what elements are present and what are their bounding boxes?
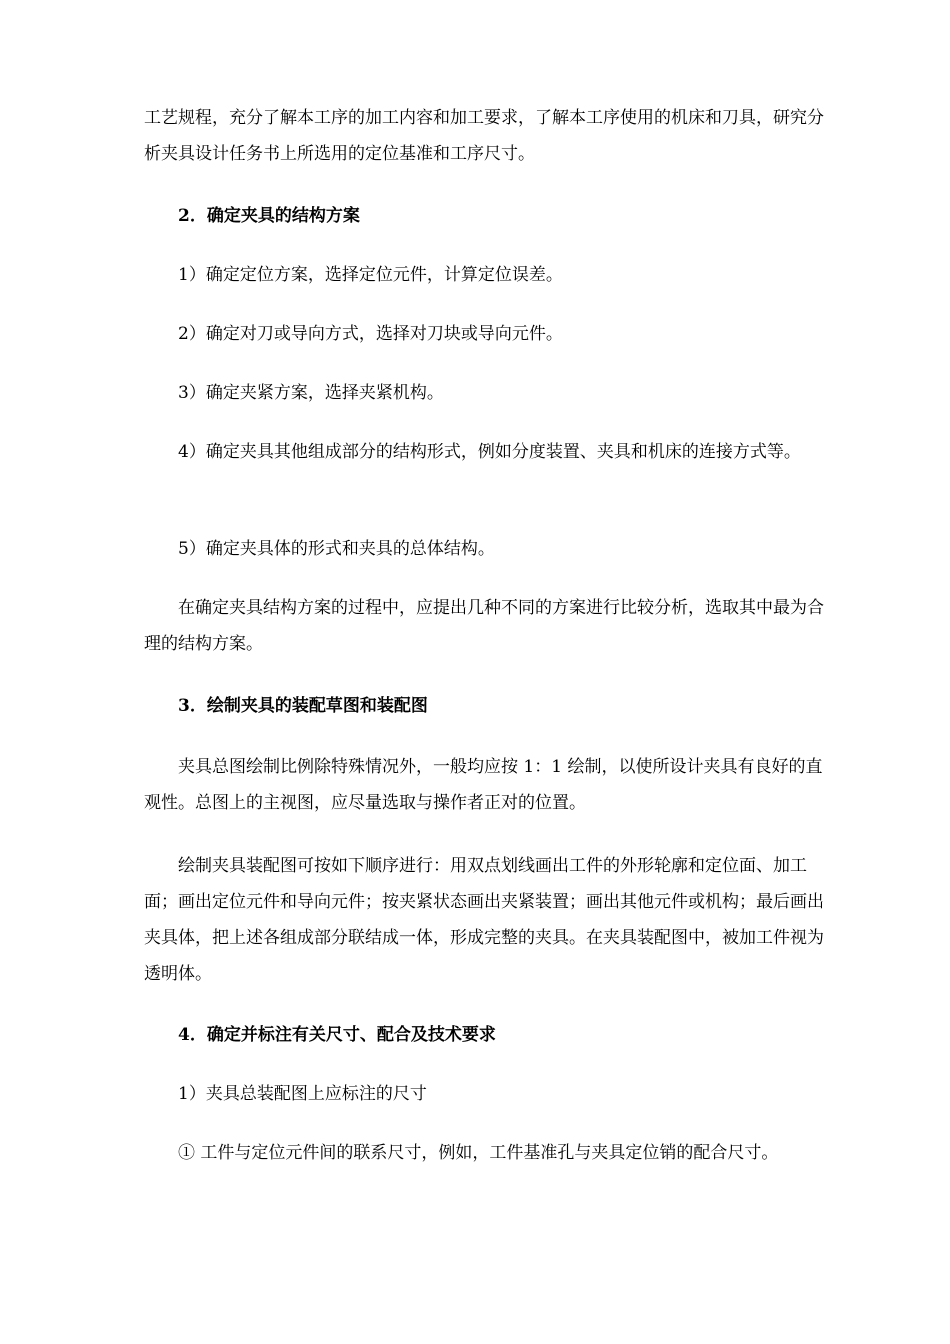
list-item-tool-guide: 2）确定对刀或导向方式，选择对刀块或导向元件。 bbox=[178, 324, 563, 344]
paragraph-drawing-order: 绘制夹具装配图可按如下顺序进行：用双点划线画出工件的外形轮廓和定位面、加工面；画出定位元件和导向元件；按夹紧状态画出夹紧装置；画出其他元件或机构；最后画出夹具体，把上述各组成部分联结成一体，形成完整的夹具。在夹具装配图中，被加工件视为透明体。 bbox=[144, 856, 824, 984]
list-item-fixture-body: 5）确定夹具体的形式和夹具的总体结构。 bbox=[178, 539, 495, 559]
heading-assembly-drawing: 3．绘制夹具的装配草图和装配图 bbox=[178, 696, 428, 716]
paragraph-scheme-comparison: 在确定夹具结构方案的过程中，应提出几种不同的方案进行比较分析，选取其中最为合理的结构方案。 bbox=[144, 598, 824, 654]
list-item-dimensions-title: 1）夹具总装配图上应标注的尺寸 bbox=[178, 1084, 427, 1104]
list-item-other-components: 4）确定夹具其他组成部分的结构形式，例如分度装置、夹具和机床的连接方式等。 bbox=[178, 442, 801, 462]
heading-dimensions: 4．确定并标注有关尺寸、配合及技术要求 bbox=[178, 1025, 496, 1045]
list-item-workpiece-dimension: ① 工件与定位元件间的联系尺寸，例如，工件基准孔与夹具定位销的配合尺寸。 bbox=[178, 1143, 779, 1163]
heading-structure-scheme: 2．确定夹具的结构方案 bbox=[178, 206, 360, 226]
paragraph-drawing-scale: 夹具总图绘制比例除特殊情况外，一般均应按 1：1 绘制，以使所设计夹具有良好的直观性。总图上的主视图，应尽量选取与操作者正对的位置。 bbox=[144, 757, 823, 813]
paragraph-process-intro: 工艺规程，充分了解本工序的加工内容和加工要求，了解本工序使用的机床和刀具，研究分析夹具设计任务书上所选用的定位基准和工序尺寸。 bbox=[144, 108, 824, 164]
list-item-clamping: 3）确定夹紧方案，选择夹紧机构。 bbox=[178, 383, 444, 403]
list-item-positioning: 1）确定定位方案，选择定位元件，计算定位误差。 bbox=[178, 265, 563, 285]
